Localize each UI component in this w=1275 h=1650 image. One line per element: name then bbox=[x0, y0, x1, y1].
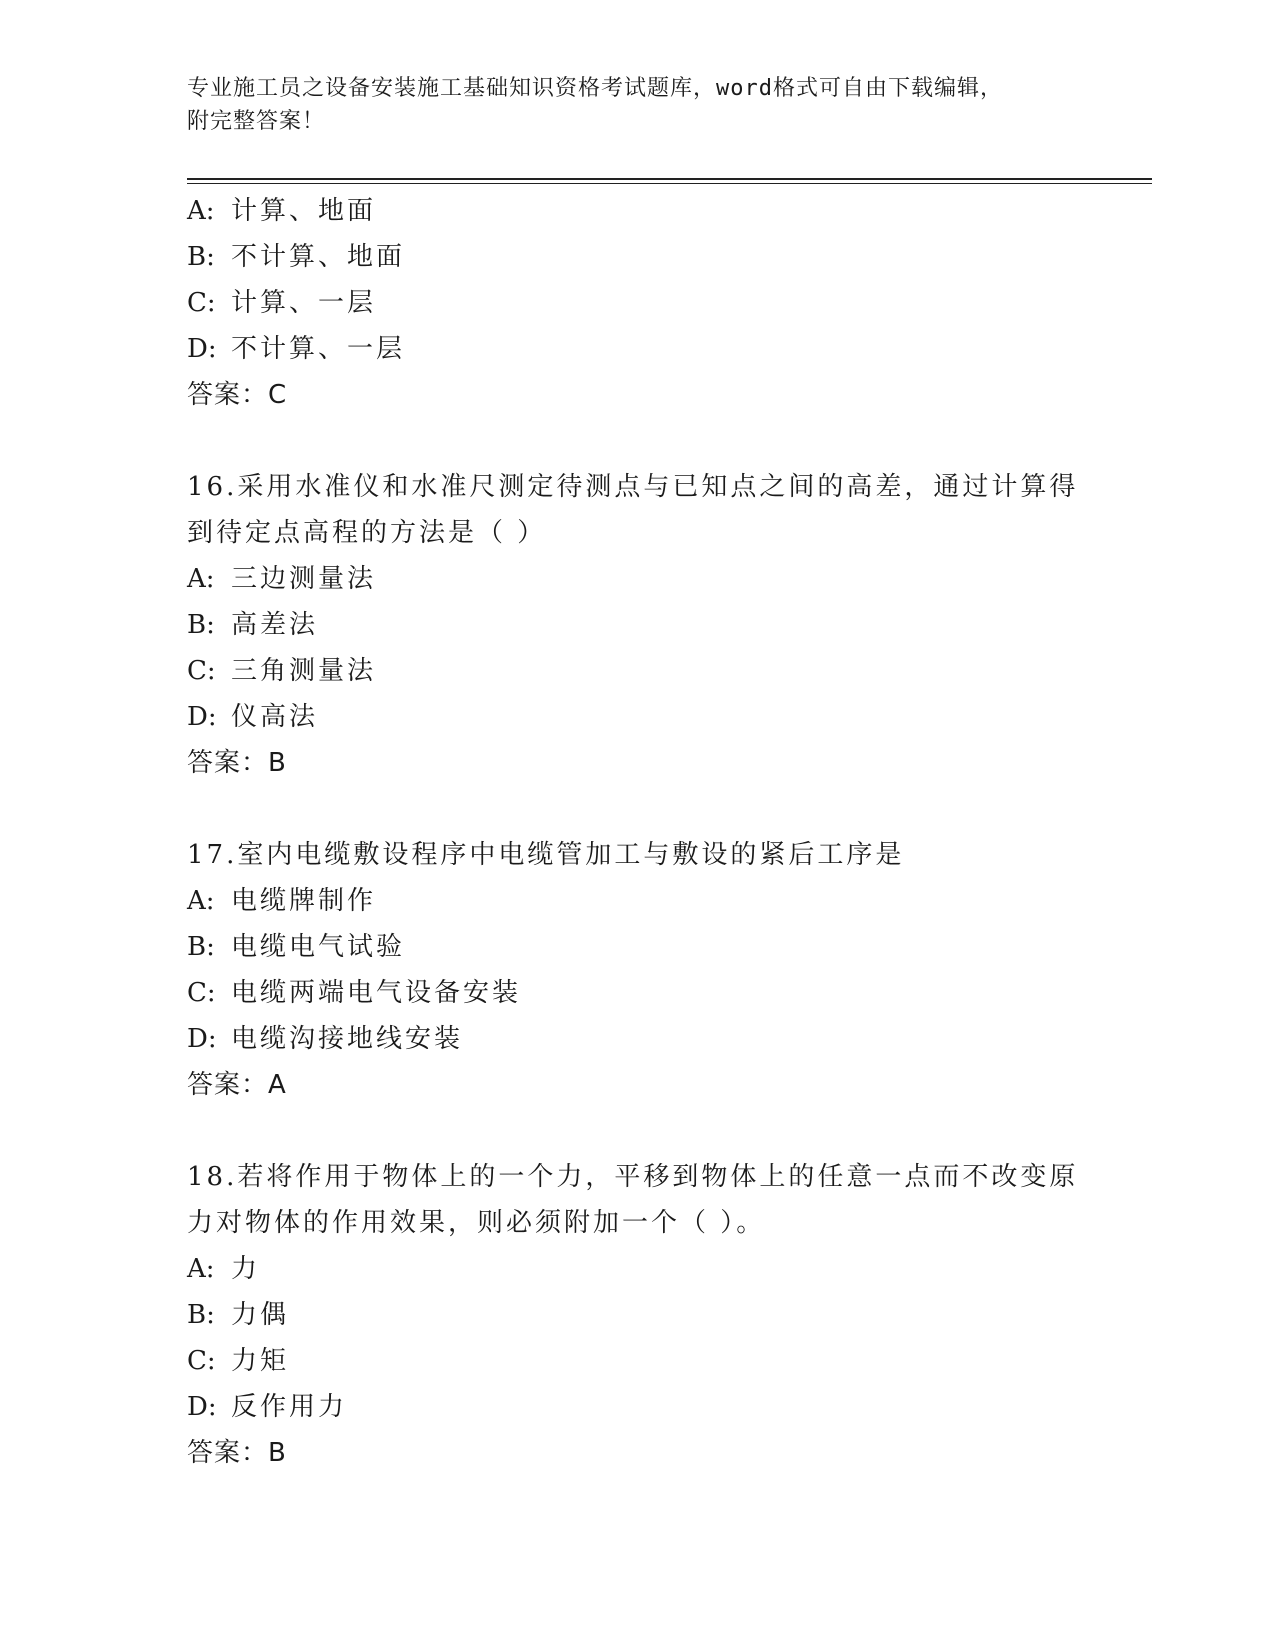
option-text: 仪高法 bbox=[231, 702, 319, 732]
option-label: B: bbox=[187, 610, 215, 640]
option-text: 反作用力 bbox=[231, 1392, 348, 1422]
option-text: 计算、地面 bbox=[231, 196, 377, 226]
option-text: 力矩 bbox=[231, 1346, 290, 1376]
option-a bbox=[187, 188, 1087, 234]
option-b bbox=[187, 1292, 1087, 1338]
answer-line: 答案：B bbox=[187, 1438, 287, 1468]
document-header bbox=[187, 72, 1097, 138]
option-label: D: bbox=[187, 334, 217, 364]
option-text: 不计算、地面 bbox=[231, 242, 406, 272]
option-c bbox=[187, 648, 1087, 694]
question-stem-line: 18.若将作用于物体上的一个力，平移到物体上的任意一点而不改变原 bbox=[187, 1162, 1079, 1192]
option-text: 电缆两端电气设备安装 bbox=[231, 978, 522, 1008]
option-label: B: bbox=[187, 932, 215, 962]
option-text: 电缆电气试验 bbox=[231, 932, 406, 962]
option-label: B: bbox=[187, 1300, 215, 1330]
option-text: 三边测量法 bbox=[231, 564, 377, 594]
header-divider-thin bbox=[187, 183, 1152, 184]
option-c bbox=[187, 970, 1087, 1016]
option-b bbox=[187, 602, 1087, 648]
option-a bbox=[187, 1246, 1087, 1292]
question-stem-line: 到待定点高程的方法是（ ） bbox=[187, 518, 547, 548]
option-text: 电缆沟接地线安装 bbox=[231, 1024, 464, 1054]
option-text: 计算、一层 bbox=[231, 288, 377, 318]
answer-line: 答案：B bbox=[187, 748, 287, 778]
option-label: D: bbox=[187, 702, 217, 732]
option-label: A: bbox=[187, 1254, 215, 1284]
option-text: 力偶 bbox=[231, 1300, 290, 1330]
question-block bbox=[187, 464, 1087, 786]
option-label: A: bbox=[187, 886, 215, 916]
header-line-1: 专业施工员之设备安装施工基础知识资格考试题库，word格式可自由下载编辑， bbox=[187, 76, 1003, 101]
option-a bbox=[187, 556, 1087, 602]
answer-line: 答案：C bbox=[187, 380, 288, 410]
question-stem-line: 17.室内电缆敷设程序中电缆管加工与敷设的紧后工序是 bbox=[187, 840, 905, 870]
option-b bbox=[187, 234, 1087, 280]
option-text: 高差法 bbox=[231, 610, 319, 640]
option-label: C: bbox=[187, 978, 216, 1008]
header-divider-thick bbox=[187, 178, 1152, 180]
question-block bbox=[187, 832, 1087, 1108]
option-d bbox=[187, 694, 1087, 740]
option-label: D: bbox=[187, 1024, 217, 1054]
option-d bbox=[187, 326, 1087, 372]
question-stem-line: 16.采用水准仪和水准尺测定待测点与已知点之间的高差，通过计算得 bbox=[187, 472, 1079, 502]
option-label: C: bbox=[187, 1346, 216, 1376]
question-stem-line: 力对物体的作用效果，则必须附加一个（ ）。 bbox=[187, 1208, 766, 1238]
option-b bbox=[187, 924, 1087, 970]
option-d bbox=[187, 1384, 1087, 1430]
option-label: B: bbox=[187, 242, 215, 272]
option-c bbox=[187, 1338, 1087, 1384]
option-d bbox=[187, 1016, 1087, 1062]
option-text: 三角测量法 bbox=[231, 656, 377, 686]
option-label: C: bbox=[187, 288, 216, 318]
answer-line: 答案：A bbox=[187, 1070, 287, 1100]
option-label: A: bbox=[187, 564, 215, 594]
option-text: 力 bbox=[231, 1254, 261, 1284]
header-line-2: 附完整答案！ bbox=[187, 109, 326, 134]
option-text: 不计算、一层 bbox=[231, 334, 406, 364]
option-label: A: bbox=[187, 196, 215, 226]
question-block bbox=[187, 188, 1087, 418]
option-label: C: bbox=[187, 656, 216, 686]
option-c bbox=[187, 280, 1087, 326]
question-list bbox=[187, 188, 1087, 1476]
option-a bbox=[187, 878, 1087, 924]
option-label: D: bbox=[187, 1392, 217, 1422]
question-block bbox=[187, 1154, 1087, 1476]
option-text: 电缆牌制作 bbox=[231, 886, 377, 916]
